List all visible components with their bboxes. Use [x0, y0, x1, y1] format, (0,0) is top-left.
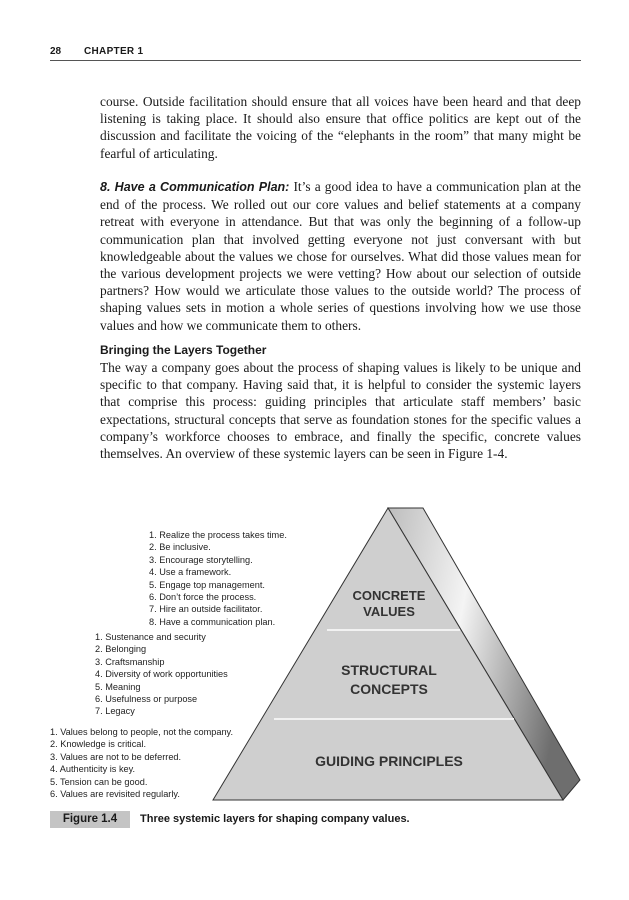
list-item: 3. Values are not to be deferred. — [50, 751, 182, 762]
list-item: 4. Authenticity is key. — [50, 764, 136, 775]
layer-label-values: VALUES — [363, 604, 415, 619]
figure-caption — [50, 811, 590, 828]
layer-label-structural: STRUCTURAL — [341, 662, 437, 678]
inline-heading: 8. Have a Communication Plan: — [100, 180, 290, 194]
list-item: 4. Use a framework. — [149, 567, 232, 578]
structural-concepts-list — [95, 631, 228, 718]
figure-label: Figure 1.4 — [50, 811, 130, 828]
figure-caption-text: Three systemic layers for shaping company values. — [140, 813, 410, 825]
list-item: 2. Be inclusive. — [149, 542, 211, 553]
list-item: 1. Realize the process takes time. — [149, 530, 287, 540]
list-item: 2. Belonging — [95, 644, 147, 655]
list-item: 3. Craftsmanship — [95, 656, 165, 667]
page-number: 28 — [50, 46, 62, 57]
list-item: 2. Knowledge is critical. — [50, 739, 147, 750]
list-item: 7. Hire an outside facilitator. — [149, 604, 263, 615]
list-item: 6. Usefulness or purpose — [95, 694, 198, 705]
guiding-principles-list — [50, 726, 233, 800]
list-item: 8. Have a communication plan. — [149, 616, 276, 627]
chapter-label: CHAPTER 1 — [84, 46, 144, 57]
list-item: 6. Values are revisited regularly. — [50, 789, 180, 800]
list-item: 1. Values belong to people, not the company. — [50, 727, 234, 737]
paragraph-text: It’s a good idea to have a communication plan at the end of the process. We rolled out our core values and belief statements at a company retreat with everyone in attendance. But that was only the beginning of a follow-up communication plan that involved getting everyone not just conversant with but knowledgeable about the values we chose for ourselves. What did those values mean for the various development projects we were vetting? How about our selection of outside partners? How would we articulate those values to the outside world? The process of shaping values sets in motion a whole series of questions involving how we use those values and how we communicate them to others. — [100, 179, 581, 333]
layer-label-concepts: CONCEPTS — [350, 681, 428, 697]
section-heading: Bringing the Layers Together — [100, 343, 267, 357]
layer-label-guiding: GUIDING PRINCIPLES — [315, 753, 463, 769]
paragraph-facilitation: course. Outside facilitation should ensure that all voices have been heard and that deep listening is taking place. It should also ensure that office politics are kept out of the discussion and facilitate the voicing of the “elephants in the room” that many might be fearful of articulating. — [100, 94, 581, 161]
list-item: 5. Engage top management. — [149, 579, 265, 590]
list-item: 4. Diversity of work opportunities — [95, 669, 228, 680]
list-item: 3. Encourage storytelling. — [149, 554, 253, 565]
list-item: 6. Don’t force the process. — [149, 592, 257, 603]
list-item: 5. Tension can be good. — [50, 776, 148, 787]
layer-label-concrete: CONCRETE — [352, 588, 426, 603]
concrete-values-list — [149, 529, 287, 628]
list-item: 7. Legacy — [95, 706, 135, 717]
list-item: 1. Sustenance and security — [95, 632, 206, 642]
list-item: 5. Meaning — [95, 681, 141, 692]
paragraph-layers: The way a company goes about the process of shaping values is likely to be unique and specific to that company. Having said that, it is helpful to consider the systemic layers that comprise this process: guiding principles that articulate staff members’ basic expectations, structural concepts that serve as foundation stones for the specific values a company’s workforce chooses to embrace, and finally the specific, concrete values themselves. An overview of these systemic layers can be seen in Figure 1-4. — [100, 360, 581, 462]
